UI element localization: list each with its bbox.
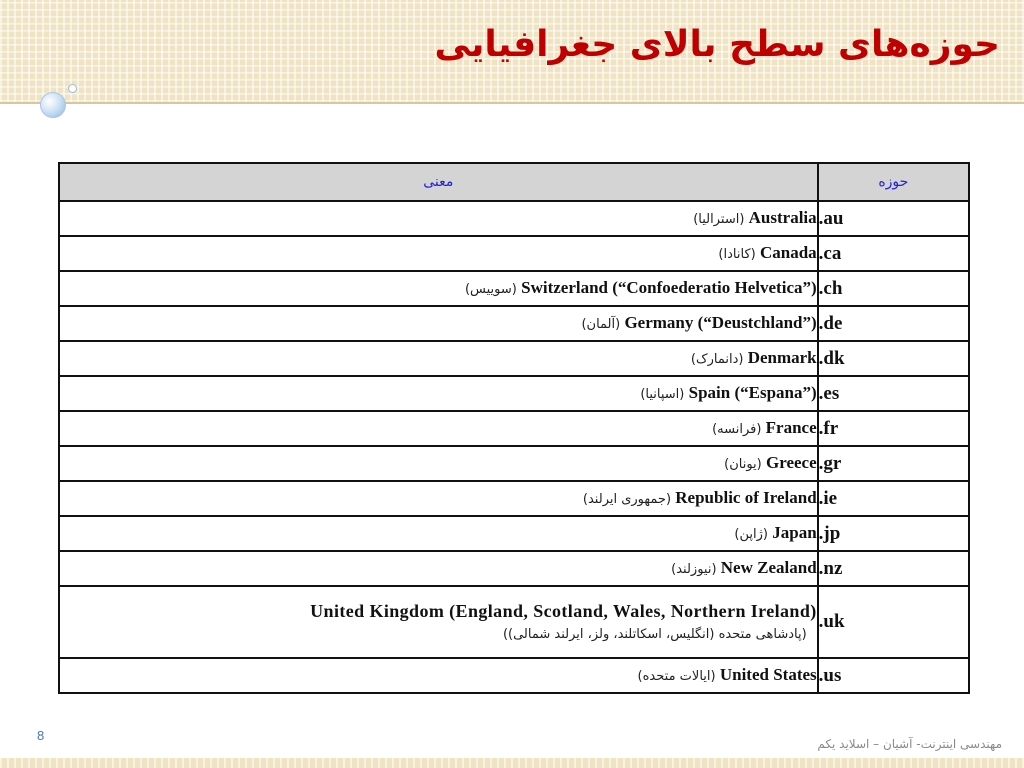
english-name: New Zealand xyxy=(720,557,817,577)
english-name: Canada xyxy=(759,242,817,262)
table-row xyxy=(59,551,969,586)
domain-cell: .au xyxy=(818,201,969,236)
english-name: France xyxy=(765,417,817,437)
domain-cell: .fr xyxy=(818,411,969,446)
table-row xyxy=(59,586,969,658)
meaning-cell xyxy=(59,516,818,551)
domain-cell: .gr xyxy=(818,446,969,481)
meaning-cell xyxy=(59,446,818,481)
meaning-cell xyxy=(59,271,818,306)
small-bubble-decoration-icon xyxy=(68,84,77,93)
persian-name: (فرانسه) xyxy=(712,421,762,437)
english-name: Republic of Ireland xyxy=(675,487,817,507)
english-name: United Kingdom (England, Scotland, Wales, Northern Ireland) xyxy=(310,601,817,621)
persian-name: (دانمارک) xyxy=(690,351,744,367)
domain-cell: .ie xyxy=(818,481,969,516)
english-name: Switzerland (“Confoederatio Helvetica”) xyxy=(521,277,817,297)
table-row xyxy=(59,236,969,271)
english-name: Spain (“Espana”) xyxy=(688,382,817,402)
domain-cell: .dk xyxy=(818,341,969,376)
table-row xyxy=(59,446,969,481)
table-row xyxy=(59,201,969,236)
domain-cell: .us xyxy=(818,658,969,693)
header-domain: حوزه xyxy=(818,163,969,201)
meaning-cell xyxy=(59,236,818,271)
domain-cell: .nz xyxy=(818,551,969,586)
table-row xyxy=(59,658,969,693)
table-row xyxy=(59,411,969,446)
bubble-decoration-icon xyxy=(40,92,66,118)
domain-cell: .es xyxy=(818,376,969,411)
table-row xyxy=(59,516,969,551)
persian-name: (جمهوری ایرلند) xyxy=(582,491,672,507)
table-row xyxy=(59,271,969,306)
persian-name: (ژاپن) xyxy=(734,526,768,542)
footer-text: مهندسی اینترنت- آشیان – اسلاید یکم xyxy=(817,737,1002,751)
meaning-cell xyxy=(59,376,818,411)
meaning-cell xyxy=(59,481,818,516)
persian-name: (اسپانیا) xyxy=(640,386,685,402)
meaning-cell xyxy=(59,201,818,236)
persian-name: (یونان) xyxy=(724,456,762,472)
meaning-cell xyxy=(59,411,818,446)
persian-name: (پادشاهی متحده (انگلیس، اسکاتلند، ولز، ایرلند شمالی)) xyxy=(502,627,807,642)
domain-cell: .jp xyxy=(818,516,969,551)
table-row xyxy=(59,481,969,516)
persian-name: (استرالیا) xyxy=(693,211,745,227)
persian-name: (ایالات متحده) xyxy=(637,668,716,684)
header-meaning: معنی xyxy=(59,163,818,201)
english-name: Australia xyxy=(748,207,817,227)
persian-name: (سوییس) xyxy=(464,281,517,297)
english-name: Greece xyxy=(766,452,817,472)
persian-name: (نیوزلند) xyxy=(671,561,717,577)
english-name: Japan xyxy=(772,522,817,542)
header-divider xyxy=(0,102,1024,104)
domain-cell: .ch xyxy=(818,271,969,306)
english-name: Germany (“Deustchland”) xyxy=(624,312,817,332)
footer-band xyxy=(0,758,1024,768)
page-number: 8 xyxy=(37,728,45,743)
meaning-cell xyxy=(59,306,818,341)
english-name: Denmark xyxy=(747,347,817,367)
table-body xyxy=(59,201,969,693)
table-row xyxy=(59,376,969,411)
persian-name: (آلمان) xyxy=(581,316,621,332)
meaning-cell xyxy=(59,586,818,658)
domain-table xyxy=(58,162,970,694)
persian-name: (کانادا) xyxy=(718,246,756,262)
table-header-row xyxy=(59,163,969,201)
domain-cell: .ca xyxy=(818,236,969,271)
meaning-cell xyxy=(59,658,818,693)
table-row xyxy=(59,341,969,376)
english-name: United States xyxy=(719,664,817,684)
domain-cell: .uk xyxy=(818,586,969,658)
slide-title: حوزه‌های سطح بالای جغرافیایی xyxy=(434,24,1000,65)
table-row xyxy=(59,306,969,341)
meaning-cell xyxy=(59,551,818,586)
domain-cell: .de xyxy=(818,306,969,341)
meaning-cell xyxy=(59,341,818,376)
